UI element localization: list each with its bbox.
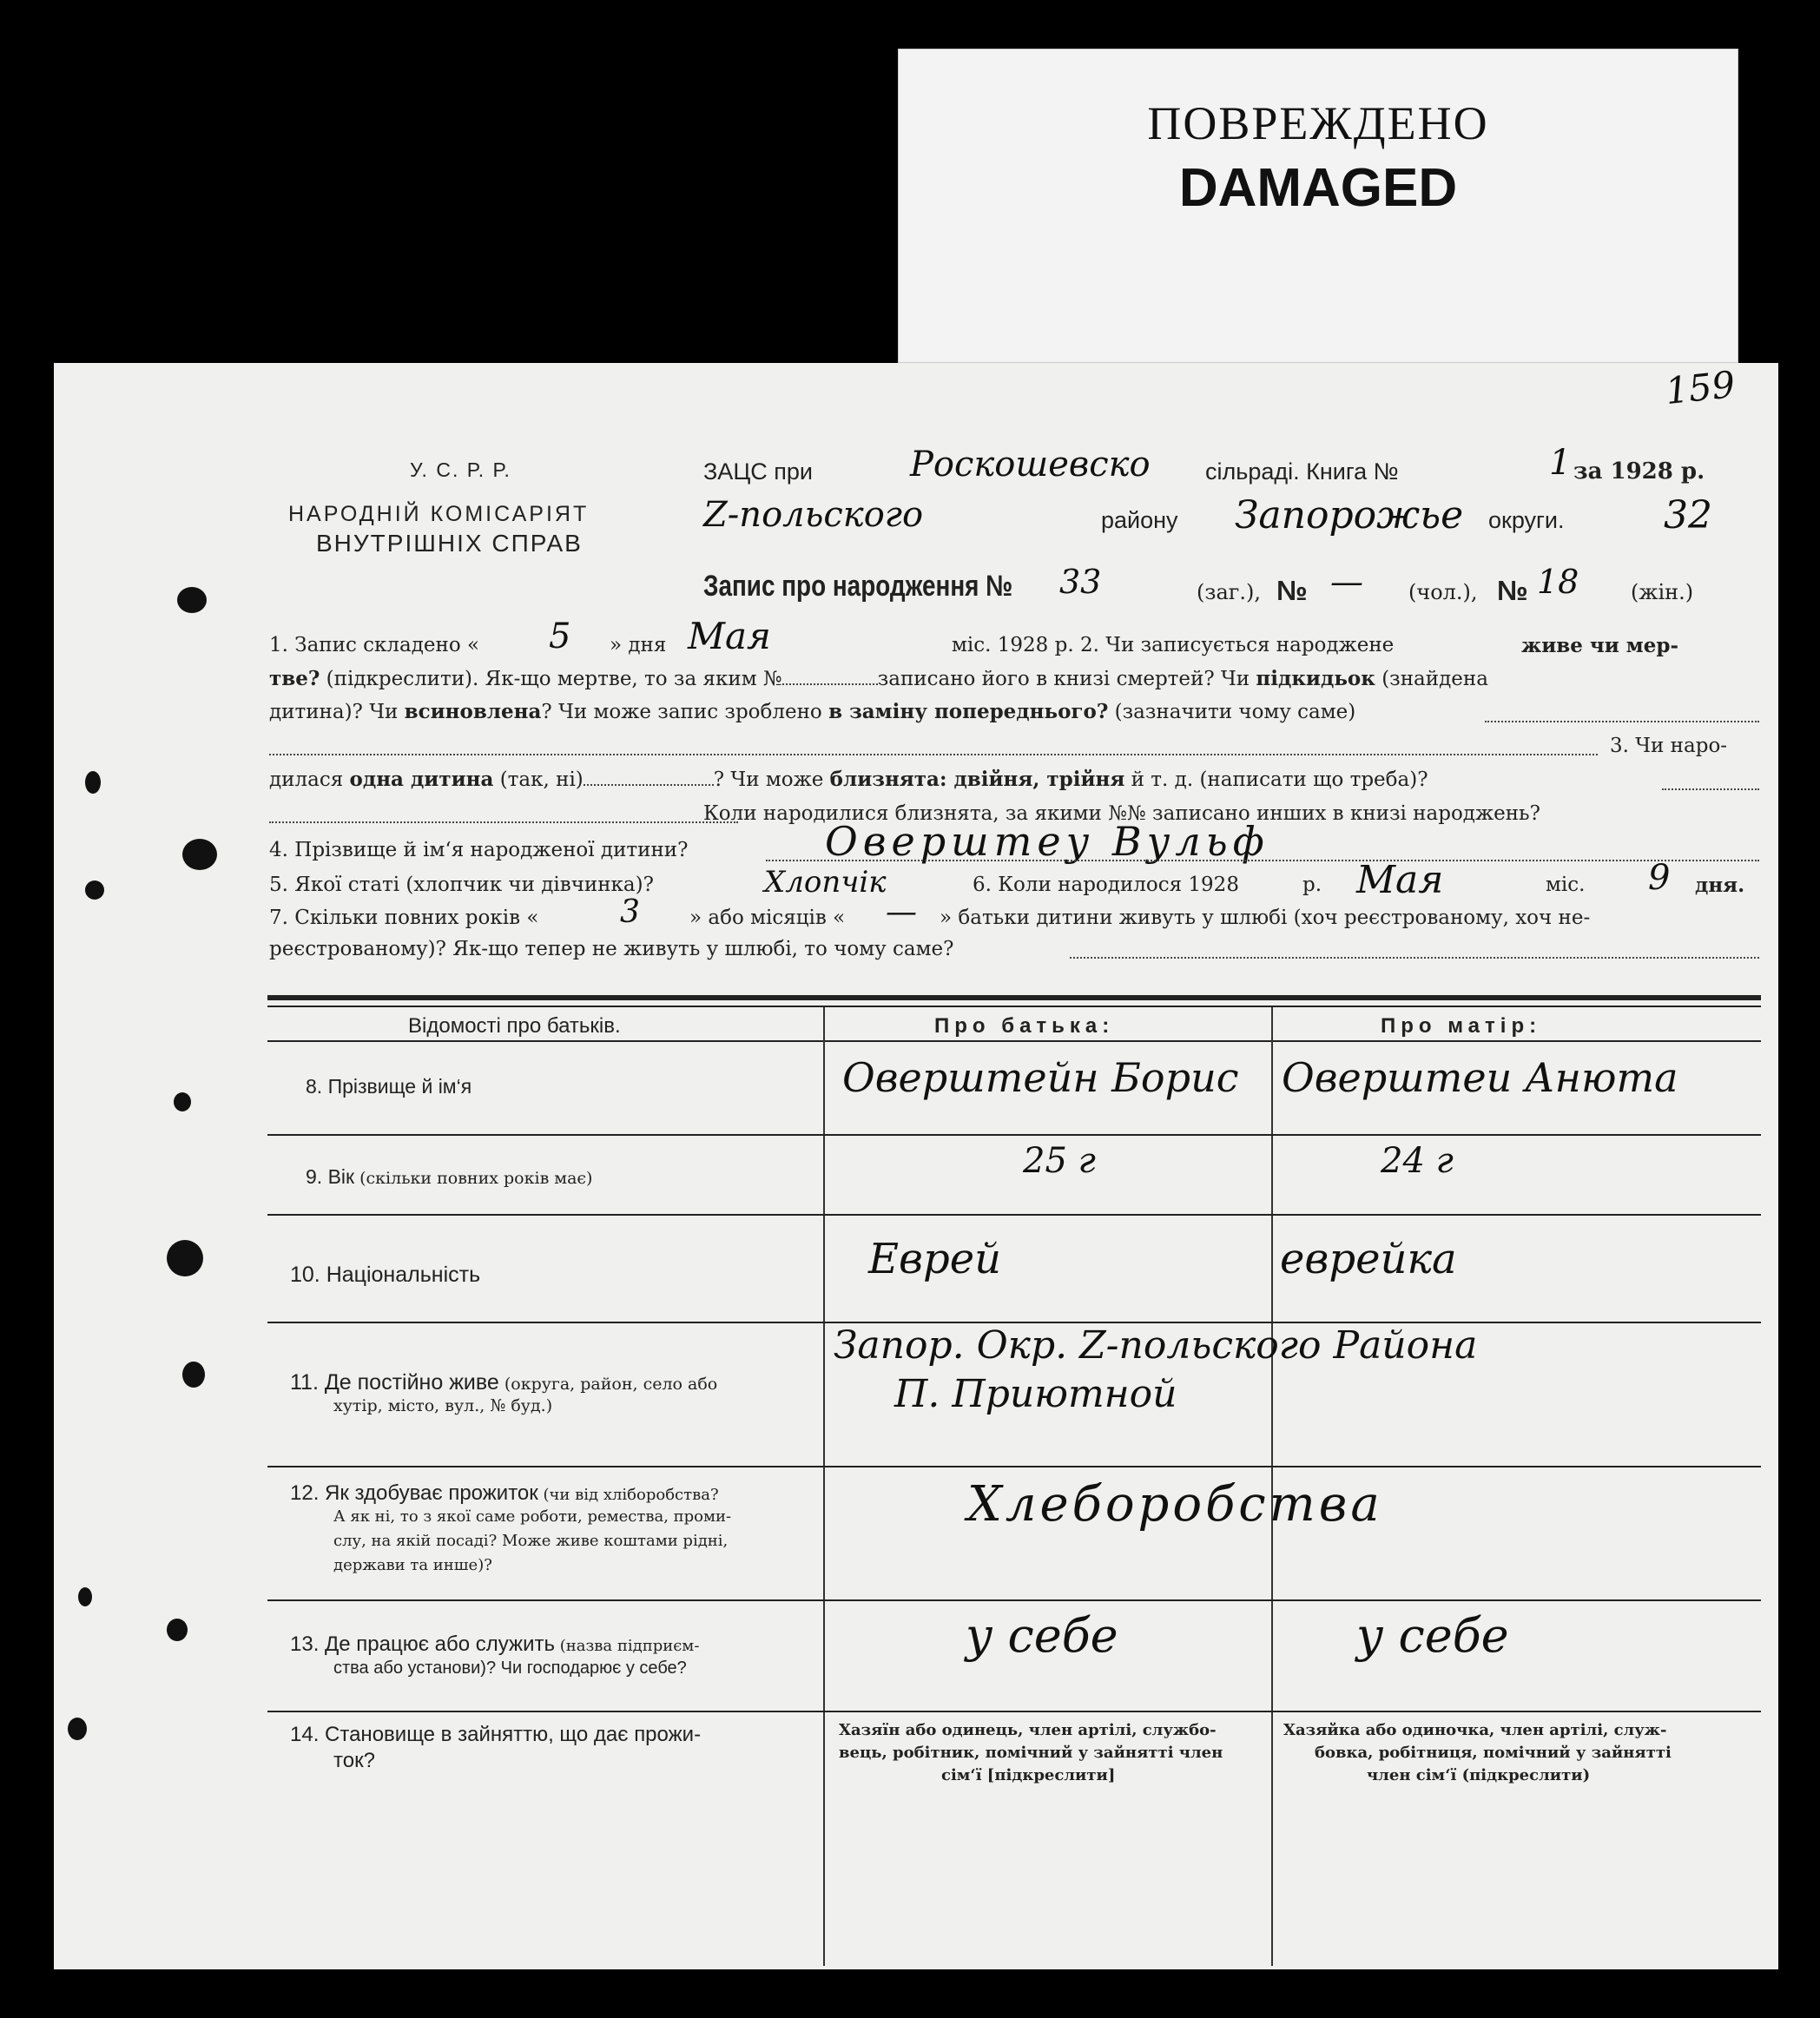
damaged-label-ru: ПОВРЕЖДЕНО [1147,97,1489,149]
row10-mother: еврейка [1280,1235,1457,1283]
q3-l2c: (так, ні) [493,768,584,791]
q4-dotted-line [766,860,1759,861]
total-label: (заг.), [1197,580,1261,604]
row-rule [267,1134,1761,1136]
header-mother: Про матір: [1381,1014,1542,1038]
female-prefix: № [1497,575,1528,606]
row12-label-d: слу, на якій посаді? Може живе коштами рідні, [333,1532,729,1550]
village-name: Роскошевско [910,445,1151,485]
q2-l3e: (зазначити чому саме) [1108,701,1356,723]
damaged-label-en: DAMAGED [1178,158,1458,218]
q2-dead: тве? [269,667,320,690]
punch-hole [182,1362,205,1388]
punch-hole [167,1240,203,1276]
row-rule [267,1214,1761,1216]
row11-label-a: 11. Де постійно живе [290,1370,499,1395]
row-rule [267,1466,1761,1467]
row14-father-l1: Хазяїн або одинець, член артілі, службо- [839,1721,1217,1739]
row14-mother-l1: Хазяйка або одиночка, член артілі, служ- [1283,1721,1667,1739]
q6-label: 6. Коли народилося 1928 [973,874,1239,896]
punch-hole [167,1619,188,1641]
q7-b: » або місяців « [689,907,846,929]
row14-label-b: ток? [333,1749,375,1772]
row-rule [267,1599,1761,1601]
q2-replacement: в заміну попереднього? [828,700,1109,723]
q4-label: 4. Прізвище й ім‘я народженої дитини? [269,839,689,861]
q2-l2b: (підкреслити). Як-що мертве, то за яким № [320,668,782,690]
row13-mother: у себе [1356,1608,1509,1663]
row10-label: 10. Національність [290,1263,481,1287]
row13-label [290,1632,699,1657]
female-label: (жін.) [1631,580,1694,604]
q1-day-suffix: » дня [610,634,667,656]
q5-sex: Хлопчік [764,865,887,900]
q6-mis: міс. [1546,874,1586,896]
row12-label-e: держави та инше)? [333,1556,492,1574]
column-divider [823,1007,825,1966]
punch-hole [182,839,217,870]
row14-label-a: 14. Становище в зайняттю, що дає прожи- [290,1723,702,1746]
row12-label-b: (чи від хліборобства? [537,1486,719,1504]
male-prefix: № [1276,575,1308,606]
row14-mother-l2: бовка, робітниця, помічний у зайнятті [1315,1744,1672,1762]
zags-prefix: ЗАЦС при [703,458,814,485]
row14-father-l3: сім‘ї [підкреслити] [941,1766,1116,1784]
punch-hole [78,1587,92,1606]
row-rule [267,1711,1761,1712]
archive-damaged-label [898,49,1738,363]
q4-child-name: Оверштеу Вульф [825,818,1269,865]
q2-line3 [269,700,1355,723]
q2-adopted: всиновлена [404,700,542,723]
total-number: 33 [1059,563,1102,601]
row11-label-b: (округа, район, село або [498,1375,718,1394]
q2-dotted-line [1485,721,1759,722]
q7-a: 7. Скільки повних років « [269,907,539,929]
q5-label: 5. Якої статі (хлопчик чи дівчинка)? [269,874,654,896]
q6-dnia: дня. [1695,874,1745,897]
row8-mother: Оверштеи Анюта [1282,1054,1678,1101]
q6-day: 9 [1648,858,1671,898]
row12-label-a: 12. Як здобуває прожиток [290,1481,538,1505]
q2-l3c: ? Чи може запис зроблено [541,701,822,723]
punch-hole [85,771,101,794]
okrug-name: Запорожье [1235,493,1464,537]
q3-l2a: дилася [269,768,344,791]
row8-father: Оверштейн Борис [842,1054,1239,1101]
punch-hole [177,587,207,613]
q2-l2e: (знайдена [1375,668,1488,690]
q2-l2dots [782,683,878,685]
district-name: Z-польского [703,495,924,535]
male-number: — [1330,563,1363,601]
org-line2: ВНУТРІШНІХ СПРАВ [316,530,583,557]
q2-alive: живе чи мер- [1521,634,1679,657]
q3-dotted-line [1662,788,1759,790]
q7-years: 3 [620,894,640,930]
row12-label-c: А як ні, то з якої саме роботи, ремества, проми- [333,1507,732,1526]
punch-hole [174,1092,191,1111]
header-father: Про батька: [934,1014,1115,1038]
header-info: Відомості про батьків. [408,1014,621,1038]
row13-father: у себе [966,1608,1118,1663]
row12-livelihood: Хлеборобства [967,1476,1383,1533]
q1-month: Мая [688,615,771,657]
q6-r: р. [1302,874,1322,896]
row10-father: Еврей [868,1235,1002,1283]
row9-label-b: (скільки повних років має) [354,1169,593,1188]
row9-mother: 24 г [1381,1141,1454,1181]
q7-dotted-line [1070,957,1759,959]
row9-label-a: 9. Вік [306,1165,355,1188]
male-label: (чол.), [1408,580,1478,604]
q7-line2: реєстрованому)? Як-що тепер не живуть у шлюбі, то чому саме? [269,938,954,960]
row11-residence-line2: П. Приютной [894,1372,1177,1416]
punch-hole [68,1718,87,1740]
row11-label-c: хутір, місто, вул., № буд.) [333,1396,553,1415]
row13-label-c: ства або установи)? Чи господарює у себе? [333,1659,687,1678]
page-number: 159 [1663,362,1738,413]
row8-label: 8. Прізвище й ім‘я [306,1075,472,1098]
table-header-rule [267,1040,1761,1042]
q3-l2d: ? Чи може [713,768,824,791]
punch-hole [85,880,104,900]
female-number: 18 [1537,563,1579,601]
row13-label-b: (назва підприєм- [555,1637,700,1655]
birth-record-form [54,363,1778,1969]
row12-label [290,1481,719,1506]
margin-number: 32 [1664,493,1712,537]
q2-dotted-line [269,754,1598,755]
q3-dotted-line [269,821,738,823]
row11-residence-line1: Запор. Окр. Z-польского Района [834,1323,1478,1368]
okrug-label: округи. [1488,507,1565,533]
q1-day: 5 [549,617,571,656]
book-number: 1 [1549,443,1572,483]
q3-line2 [269,768,1428,791]
q3-single: одна дитина [349,768,494,791]
row9-label [306,1165,592,1189]
q3-l2dots [584,784,714,786]
org-short: У. С. Р. Р. [410,458,511,481]
row9-father: 25 г [1023,1141,1096,1181]
q2-foundling: підкидьок [1256,667,1375,690]
district-label: району [1101,507,1178,533]
row13-label-a: 13. Де працює або служить [290,1632,555,1656]
table-top-rule-thin [267,1006,1761,1007]
row14-mother-l3: член сім‘ї (підкреслити) [1367,1766,1591,1784]
q3-start: 3. Чи наро- [1610,735,1728,757]
org-line1: НАРОДНІЙ КОМІСАРІЯТ [288,502,590,526]
q3-twins: близнята: двійня, трійня [829,768,1125,791]
row11-label [290,1370,717,1395]
q2-l3a: дитина)? Чи [269,701,399,723]
q3-l2f: й т. д. (написати що треба)? [1124,768,1428,791]
q7-months: — [886,894,917,930]
village-suffix: сільраді. Книга № [1205,458,1399,485]
table-top-rule [267,995,1761,1000]
record-title: Запис про народження № [703,570,1013,603]
q7-c: » батьки дитини живуть у шлюбі (хоч реєстрованому, хоч не- [940,907,1591,929]
q1-year-q2: міс. 1928 р. 2. Чи записується народжене [952,634,1395,656]
q2-l2c: записано його в книзі смертей? Чи [877,668,1250,690]
row14-father-l2: вець, робітник, помічний у зайнятті член [839,1744,1223,1762]
q1-text: 1. Запис складено « [269,634,480,656]
q3-line3: Коли народилися близнята, за якими №№ записано инших в книзі народжень? [703,802,1540,825]
q2-line2 [269,667,1488,690]
q6-month: Мая [1356,858,1444,902]
year-label: за 1928 р. [1573,458,1705,485]
